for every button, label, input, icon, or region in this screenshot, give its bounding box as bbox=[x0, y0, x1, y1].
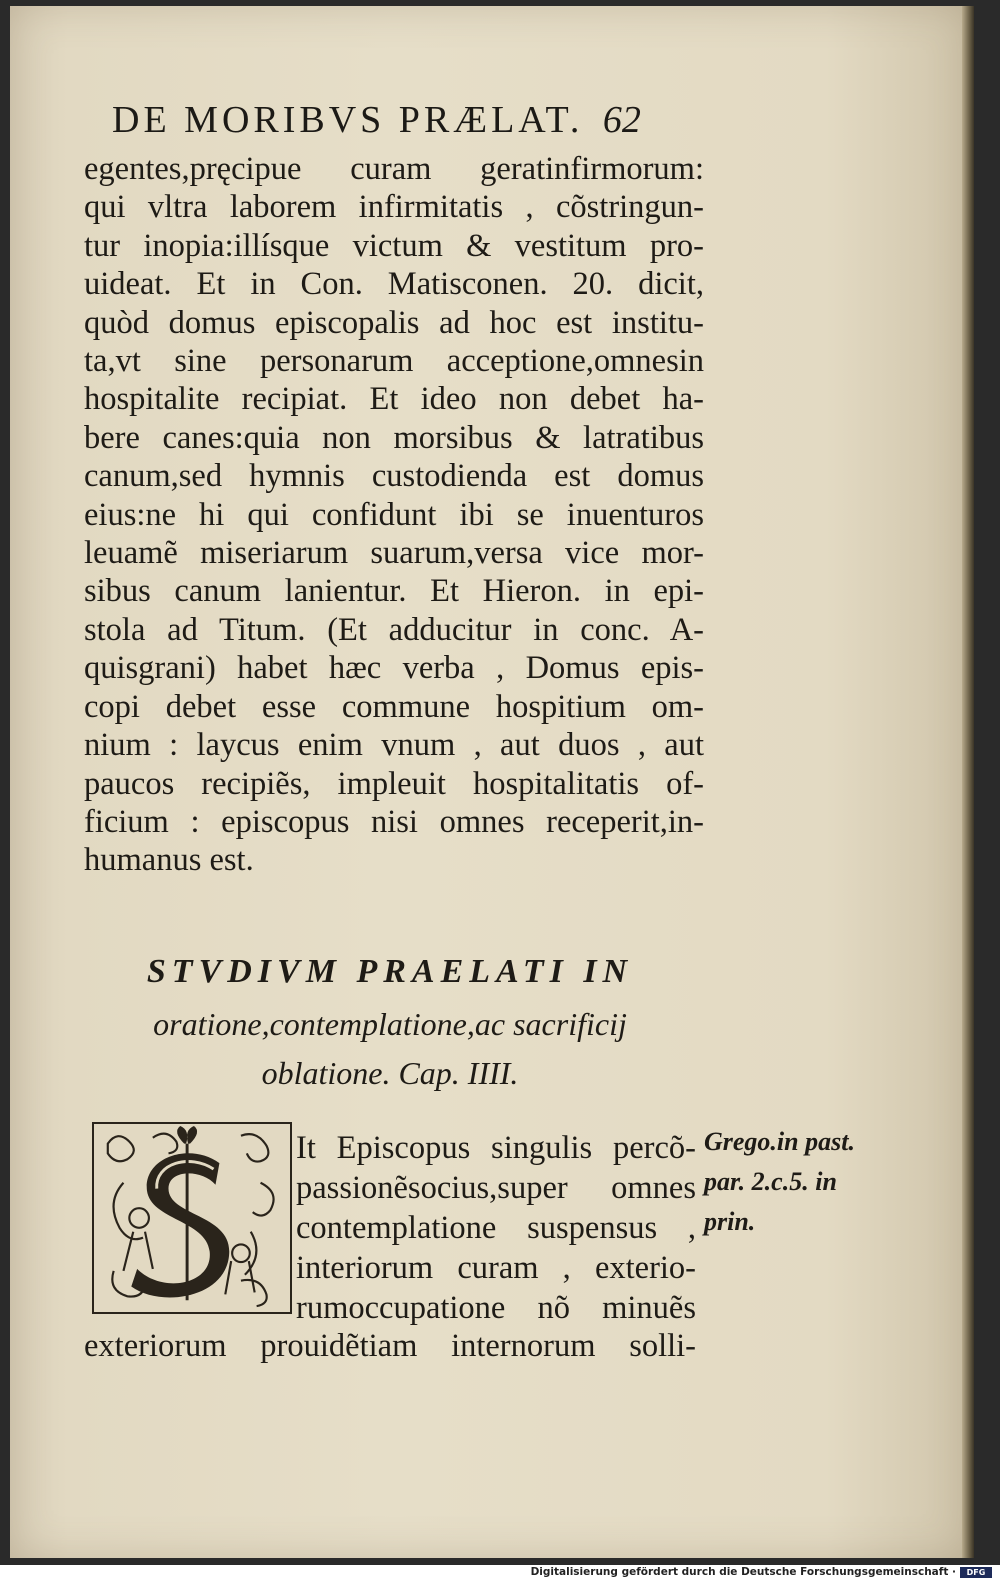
text-line: qui vltra laborem infirmitatis , cõstringun- bbox=[84, 189, 704, 226]
text-line: bere canes:quia non morsibus & latratibus bbox=[84, 419, 704, 456]
text-line: quisgrani) habet hæc verba , Domus epis- bbox=[84, 650, 704, 687]
body-text bbox=[84, 150, 704, 880]
dfg-logo-icon: DFG bbox=[960, 1567, 992, 1578]
text-line: humanus est. bbox=[84, 842, 254, 879]
text-line: sibus canum lanientur. Et Hieron. in epi- bbox=[84, 573, 704, 610]
initial-paragraph bbox=[296, 1128, 696, 1328]
chapter-heading-line-2: oratione,contemplatione,ac sacrificij bbox=[153, 1006, 627, 1042]
page-edge bbox=[962, 6, 974, 1558]
marginal-note bbox=[704, 1122, 904, 1242]
chapter-heading bbox=[70, 944, 710, 1098]
text-line: ficium : episcopus nisi omnes receperit,in- bbox=[84, 803, 704, 840]
text-line: passionẽsocius,super omnes bbox=[296, 1170, 696, 1206]
funding-notice: Digitalisierung gefördert durch die Deutsche Forschungsgemeinschaft · bbox=[530, 1566, 956, 1578]
text-line: uideat. Et in Con. Matisconen. 20. dicit, bbox=[84, 266, 704, 303]
text-line: copi debet esse commune hospitium om- bbox=[84, 688, 704, 725]
page-number: 62 bbox=[602, 99, 641, 141]
running-head bbox=[112, 98, 712, 148]
text-line: quòd domus episcopalis ad hoc est institu- bbox=[84, 304, 704, 341]
decorated-initial-icon bbox=[92, 1122, 292, 1314]
text-line: eius:ne hi qui confidunt ibi se inuenturos bbox=[84, 496, 704, 533]
running-head-title: DE MORIBVS PRÆLAT. bbox=[112, 99, 584, 141]
historiated-initial-s-icon bbox=[94, 1124, 290, 1312]
text-line: contemplatione suspensus , bbox=[296, 1210, 696, 1246]
text-line: canum,sed hymnis custodienda est domus bbox=[84, 458, 704, 495]
marginal-note-line: prin. bbox=[704, 1207, 756, 1236]
text-line: stola ad Titum. (Et adducitur in conc. A- bbox=[84, 611, 704, 648]
marginal-note-line: par. 2.c.5. in bbox=[704, 1167, 837, 1196]
chapter-heading-line-3: oblatione. Cap. IIII. bbox=[261, 1055, 519, 1091]
chapter-heading-line-1: STVDIVM PRAELATI IN bbox=[146, 953, 634, 990]
text-line: interiorum curam , exterio- bbox=[296, 1250, 696, 1286]
text-line: It Episcopus singulis percõ- bbox=[296, 1130, 696, 1166]
text-line: leuamẽ miseriarum suarum,versa vice mor- bbox=[84, 535, 704, 572]
text-line: tur inopia:illísque victum & vestitum pro- bbox=[84, 227, 704, 264]
text-line: nium : laycus enim vnum , aut duos , aut bbox=[84, 727, 704, 764]
text-line: ta,vt sine personarum acceptione,omnesin bbox=[84, 343, 704, 380]
text-line: rumoccupatione nõ minuẽs bbox=[296, 1290, 696, 1326]
marginal-note-line: Grego.in past. bbox=[704, 1127, 855, 1156]
text-line: paucos recipiẽs, impleuit hospitalitatis of- bbox=[84, 765, 704, 802]
text-line: egentes,pręcipue curam geratinfirmorum: bbox=[84, 151, 704, 187]
footer-bar bbox=[0, 1565, 1000, 1580]
text-line: exteriorum prouidẽtiam internorum solli- bbox=[84, 1328, 696, 1364]
text-line: hospitalite recipiat. Et ideo non debet ha- bbox=[84, 381, 704, 418]
